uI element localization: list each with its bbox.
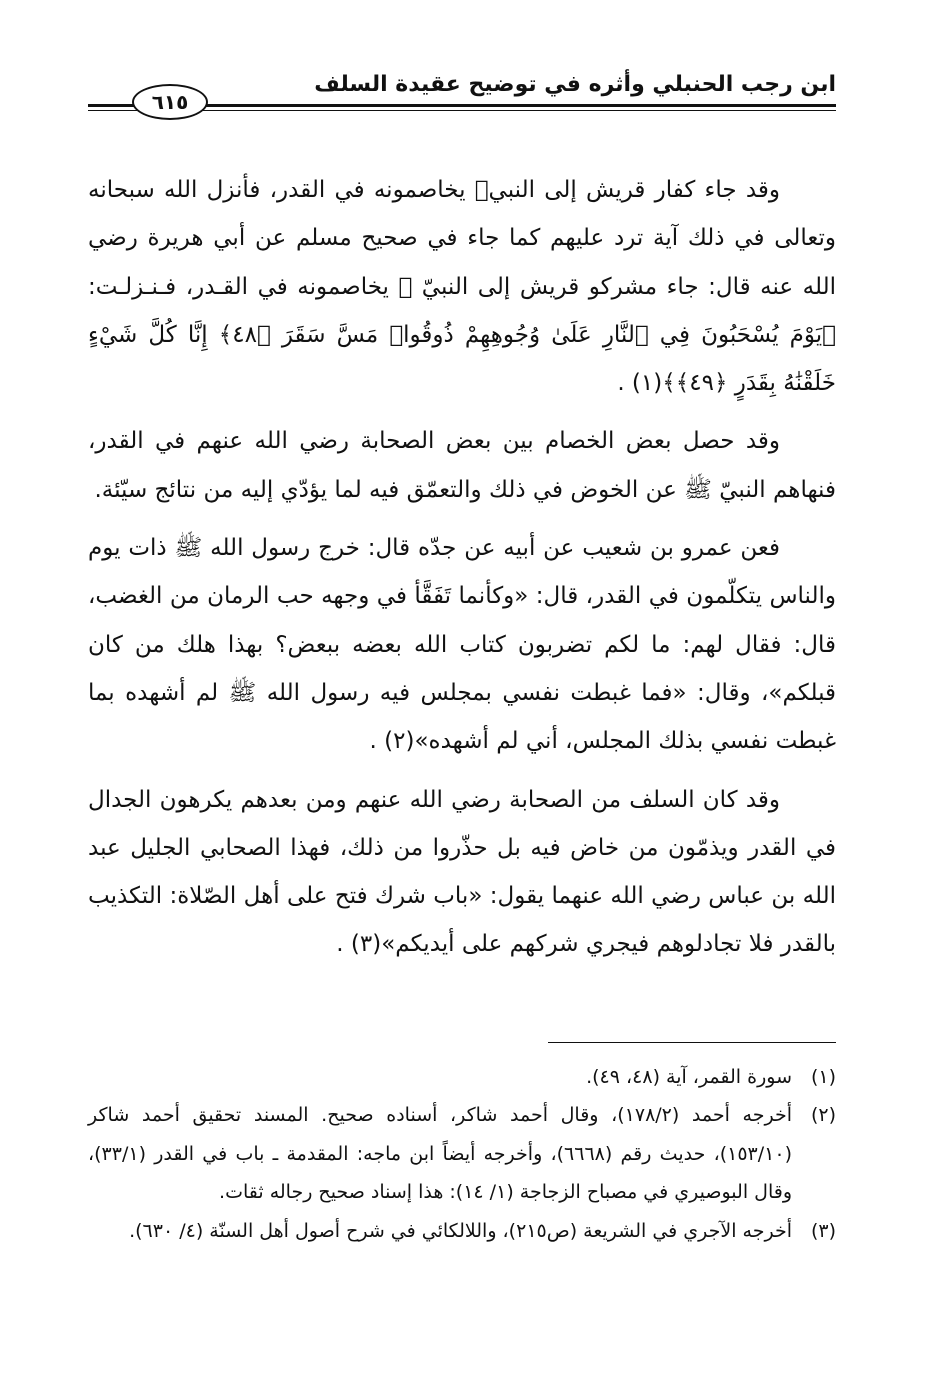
- footnote-number: (٢): [810, 1104, 836, 1127]
- page-number-badge: ٦١٥: [132, 84, 208, 120]
- footnote-number: (١): [810, 1066, 836, 1088]
- footnote-1: [88, 1058, 836, 1096]
- running-title: ابن رجب الحنبلي وأثره في توضيح عقيدة السلف: [314, 72, 836, 97]
- footnote-number: (٣): [810, 1219, 836, 1242]
- footnote-separator: [548, 1042, 836, 1043]
- footnotes: [88, 1058, 836, 1250]
- paragraph-3: فعن عمرو بن شعيب عن أبيه عن جدّه قال: خرج رسول الله ﷺ ذات يوم والناس يتكلّمون في القدر، قال: «وكأنما تَفَقَّأ في وجهه حب الرمان من الغضب، قال: فقال لهم: ما لكم تضربون كتاب الله بعضه ببعض؟ بهذا هلك من كان قبلكم»، وقال: «فما غبطت نفسي بمجلس فيه رسول الله ﷺ لم أشهده بما غبطت نفسي بذلك المجلس، أني لم أشهده»(٢) .: [88, 535, 836, 755]
- footnote-text: سورة القمر، آية (٤٨، ٤٩).: [586, 1066, 792, 1088]
- footnote-2: [88, 1096, 836, 1211]
- footnote-3: [88, 1212, 836, 1250]
- paragraph-4: وقد كان السلف من الصحابة رضي الله عنهم ومن بعدهم يكرهون الجدال في القدر ويذمّون من خاض فيه بل حذّروا من ذلك، فهذا الصحابي الجليل عبد الله بن عباس رضي الله عنهما يقول: «باب شرك فتح على أهل الصّلاة: التكذيب بالقدر فلا تجادلوهم فيجري شركهم على أيديكم»(٣) .: [88, 786, 836, 958]
- footnote-text: أخرجه أحمد (١٧٨/٢)، وقال أحمد شاكر، أسناده صحيح. المسند تحقيق أحمد شاكر (١٥٣/١٠)، حديث رقم (٦٦٦٨)، وأخرجه أيضاً ابن ماجه: المقدمة ـ باب في القدر (٣٣/١)، وقال البوصيري في مصباح الزجاجة (١/ ١٤): هذا إسناد صحيح رجاله ثقات.: [88, 1104, 792, 1204]
- paragraph-2: وقد حصل بعض الخصام بين بعض الصحابة رضي الله عنهم في القدر، فنهاهم النبيّ ﷺ عن الخوض في ذلك والتعمّق فيه لما يؤدّي إليه من نتائج سيّئة.: [88, 428, 836, 503]
- paragraph-1: وقد جاء كفار قريش إلى النبيﷺ يخاصمونه في القدر، فأنزل الله سبحانه وتعالى في ذلك آية ترد عليهم كما جاء في صحيح مسلم عن أبي هريرة رضي الله عنه قال: جاء مشركو قريش إلى النبيّ ﷺ يخاصمونه في القـدر، فـنـزلـت: ﴿يَوْمَ يُسْحَبُونَ فِي ٱلنَّارِ عَلَىٰ وُجُوهِهِمْ ذُوقُوا۟ مَسَّ سَقَرَ ﴿٤٨﴾ إِنَّا كُلَّ شَيْءٍ خَلَقْنَٰهُ بِقَدَرٍ ﴿٤٩﴾﴾(١) .: [88, 177, 836, 397]
- main-text: [88, 166, 836, 979]
- page-header: [88, 70, 836, 114]
- footnote-text: أخرجه الآجري في الشريعة (ص٢١٥)، واللالكائي في شرح أصول أهل السنّة (٤/ ٦٣٠).: [129, 1219, 792, 1242]
